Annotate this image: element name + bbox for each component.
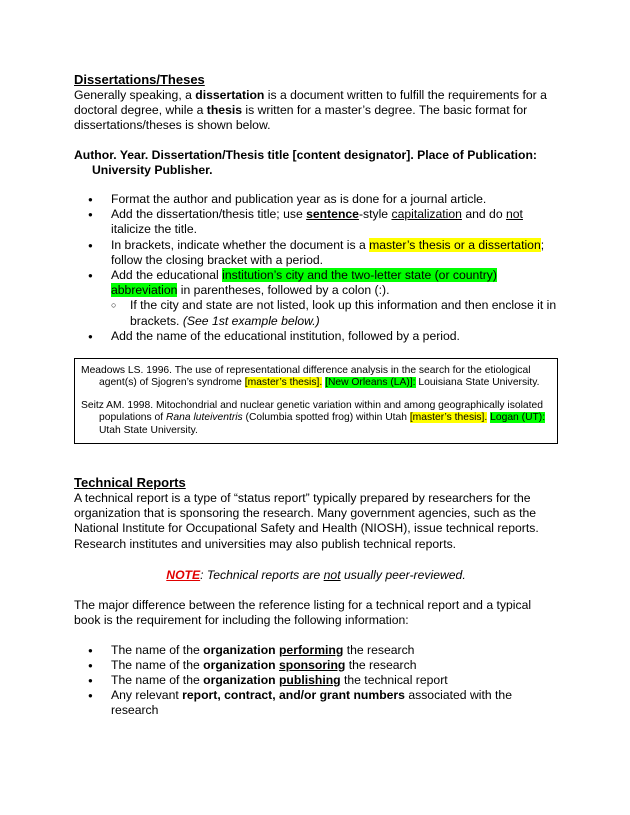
sub-list: [111, 298, 558, 328]
yellow-highlight: master’s thesis or a dissertation: [369, 237, 541, 252]
list-item: ● The name of the organization publishing the technical report: [74, 673, 558, 688]
list-item: ● Format the author and publication year as is done for a journal article.: [74, 192, 558, 207]
difference-paragraph: The major difference between the reference listing for a technical report and a typical book is the requirement for including the following information:: [74, 598, 532, 628]
note-line: NOTE: Technical reports are not usually peer-reviewed.: [166, 567, 466, 582]
section-heading-dissertations: Dissertations/Theses: [74, 72, 205, 87]
example-reference-2: Seitz AM. 1998. Mitochondrial and nuclear genetic variation within and among geographically isolated populations of Rana luteiventris (Columbia spotted frog) within Utah [master’s thesis]. Logan (UT): Utah State University.: [81, 399, 546, 436]
examples-box: [74, 358, 558, 444]
list-item: ● Add the educational institution’s city and the two-letter state (or country) abbreviation in parentheses, followed by a colon (:). ○ If the city and state are not listed, look up this information and then enclose it in brackets. (See 1st example below.): [74, 268, 558, 329]
section-heading-technical-reports: Technical Reports: [74, 475, 186, 491]
document-page: [74, 72, 558, 719]
format-instructions-list: [74, 192, 558, 344]
list-item: ● Add the name of the educational institution, followed by a period.: [74, 329, 558, 344]
list-item: ● In brackets, indicate whether the document is a master’s thesis or a dissertation; follow the closing bracket with a period.: [74, 238, 558, 268]
list-item: ● Add the dissertation/thesis title; use sentence-style capitalization and do not italicize the title.: [74, 207, 558, 237]
list-item: ● The name of the organization performing the research: [74, 643, 558, 658]
technical-intro: A technical report is a type of “status report” typically prepared by researchers for the organization that is sponsoring the research. Many government agencies, such as the National Institute for Occupational Safety and Health (NIOSH), issue technical reports. Research institutes and universities may also publish technical reports.: [74, 491, 539, 551]
dissertations-intro: Generally speaking, a dissertation is a document written to fulfill the requirements for a doctoral degree, while a thesis is written for a master’s degree. The basic format for dissertations/theses is shown below.: [74, 88, 547, 133]
format-template: Author. Year. Dissertation/Thesis title [content designator]. Place of Publication: University Publisher.: [74, 147, 537, 177]
list-item: ● The name of the organization sponsoring the research: [74, 658, 558, 673]
green-highlight: institution’s city and the two-letter state (or country) abbreviation: [111, 268, 497, 298]
sub-list-item: ○ If the city and state are not listed, look up this information and then enclose it in brackets. (See 1st example below.): [111, 298, 558, 328]
example-reference-1: Meadows LS. 1996. The use of representational difference analysis in the search for the etiological agent(s) of Sjogren’s syndrome [master’s thesis]. [New Orleans (LA)]: Louisiana State University.: [81, 365, 540, 389]
list-item: ● Any relevant report, contract, and/or grant numbers associated with the research: [74, 688, 558, 718]
required-info-list: [74, 643, 558, 719]
